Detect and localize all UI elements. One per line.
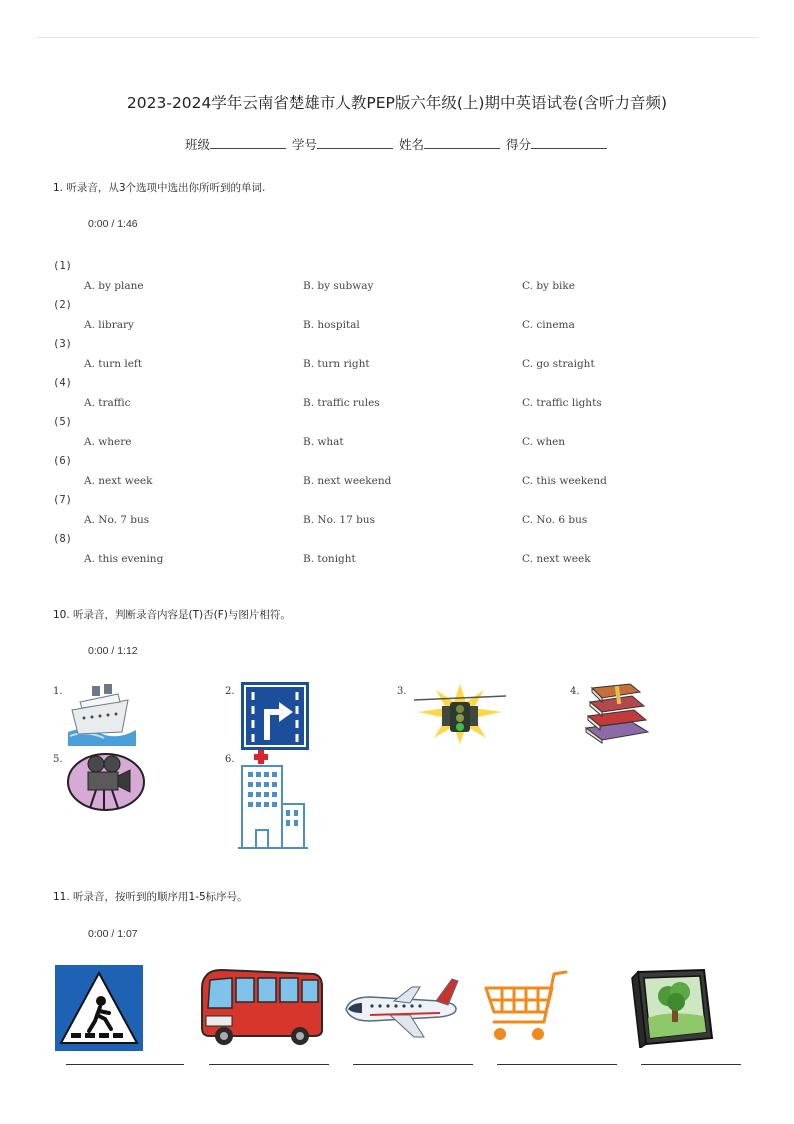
header-rule (36, 37, 758, 38)
movie-camera-icon (66, 750, 146, 814)
picture-number: 2. (225, 686, 235, 697)
option-a[interactable]: A. traffic (84, 397, 131, 409)
answer-blank[interactable] (353, 1064, 473, 1065)
item-number: (6) (53, 455, 72, 467)
option-b[interactable]: B. tonight (303, 553, 356, 565)
option-c[interactable]: C. cinema (522, 319, 575, 331)
option-b[interactable]: B. next weekend (303, 475, 392, 487)
picture-number: 3. (397, 686, 407, 697)
item-number: (7) (53, 494, 72, 506)
option-c[interactable]: C. No. 6 bus (522, 514, 588, 526)
option-a[interactable]: A. next week (84, 475, 153, 487)
item-number: (4) (53, 377, 72, 389)
name-blank[interactable] (424, 135, 500, 149)
option-a[interactable]: A. by plane (84, 280, 144, 292)
option-c[interactable]: C. traffic lights (522, 397, 602, 409)
airplane-icon (340, 975, 462, 1041)
option-b[interactable]: B. hospital (303, 319, 360, 331)
option-c[interactable]: C. next week (522, 553, 591, 565)
shopping-cart-icon (482, 968, 574, 1050)
option-a[interactable]: A. library (84, 319, 134, 331)
option-c[interactable]: C. go straight (522, 358, 595, 370)
item-number: (5) (53, 416, 72, 428)
student-id-blank[interactable] (317, 135, 393, 149)
student-id-label: 学号 (291, 137, 317, 152)
option-a[interactable]: A. where (84, 436, 132, 448)
picture-number: 1. (53, 686, 63, 697)
name-label: 姓名 (398, 137, 424, 152)
option-c[interactable]: C. this weekend (522, 475, 607, 487)
option-b[interactable]: B. traffic rules (303, 397, 380, 409)
picture-book-icon (628, 968, 714, 1048)
option-a[interactable]: A. No. 7 bus (84, 514, 150, 526)
score-label: 得分 (505, 137, 531, 152)
bus-icon (196, 968, 326, 1046)
answer-blank[interactable] (641, 1064, 741, 1065)
question-1-audio-player[interactable]: 0:00 / 1:46 (88, 218, 138, 230)
score-blank[interactable] (531, 135, 607, 149)
picture-number: 6. (225, 754, 235, 765)
option-b[interactable]: B. No. 17 bus (303, 514, 375, 526)
books-icon (582, 682, 652, 744)
option-a[interactable]: A. this evening (84, 553, 164, 565)
item-number: (8) (53, 533, 72, 545)
pedestrian-crossing-sign-icon (55, 965, 143, 1051)
answer-blank[interactable] (66, 1064, 184, 1065)
class-blank[interactable] (210, 135, 286, 149)
picture-number: 4. (570, 686, 580, 697)
hospital-icon (238, 750, 308, 850)
option-b[interactable]: B. by subway (303, 280, 374, 292)
item-number: (3) (53, 338, 72, 350)
question-10-title: 10. 听录音，判断录音内容是(T)否(F)与图片相符。 (53, 609, 291, 621)
traffic-light-icon (414, 682, 506, 746)
option-b[interactable]: B. turn right (303, 358, 370, 370)
question-10-audio-player[interactable]: 0:00 / 1:12 (88, 645, 138, 657)
item-number: (2) (53, 299, 72, 311)
student-info-line (0, 135, 794, 153)
turn-right-sign-icon (241, 682, 309, 750)
option-c[interactable]: C. by bike (522, 280, 575, 292)
answer-blank[interactable] (497, 1064, 617, 1065)
option-c[interactable]: C. when (522, 436, 566, 448)
picture-number: 5. (53, 754, 63, 765)
page-title: 2023-2024学年云南省楚雄市人教PEP版六年级(上)期中英语试卷(含听力音频) (126, 94, 668, 112)
option-a[interactable]: A. turn left (84, 358, 143, 370)
ship-icon (66, 680, 138, 746)
item-number: (1) (53, 260, 72, 272)
option-b[interactable]: B. what (303, 436, 344, 448)
class-label: 班级 (184, 137, 210, 152)
question-11-title: 11. 听录音，按听到的顺序用1-5标序号。 (53, 891, 248, 903)
question-1-title: 1. 听录音，从3个选项中选出你所听到的单词. (53, 182, 266, 194)
answer-blank[interactable] (209, 1064, 329, 1065)
question-11-audio-player[interactable]: 0:00 / 1:07 (88, 928, 138, 940)
